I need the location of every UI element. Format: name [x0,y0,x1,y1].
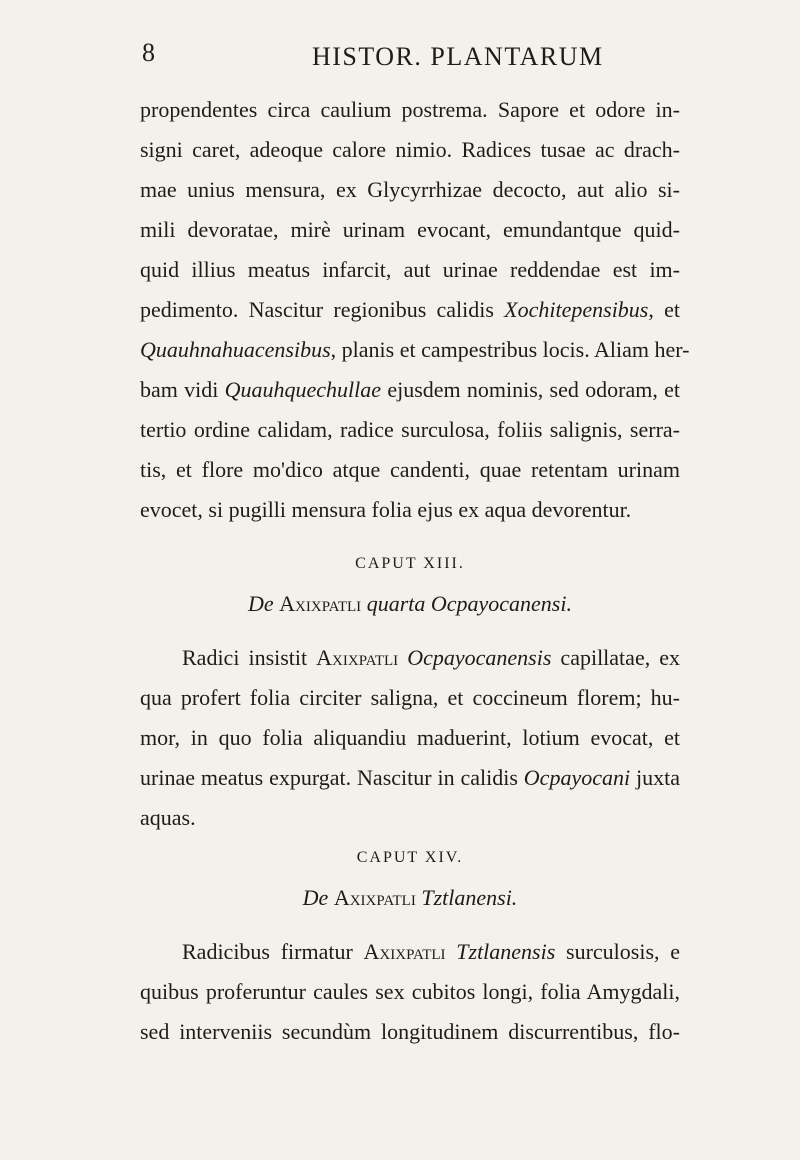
subtitle-de: De [302,885,334,910]
text-line [140,290,680,330]
paragraph-2 [140,638,680,838]
page-header [0,38,800,78]
text-line: aquas. [140,805,196,830]
text-run: bam vidi [140,377,225,402]
place-name: Ocpayocani [523,765,631,790]
text-run: , planis et campestribus locis. Aliam her- [330,337,690,362]
text-line [140,758,680,798]
text-run: ejusdem nominis, sed odoram, et [381,377,680,402]
text-line [140,330,690,370]
text-run: juxta [630,765,680,790]
body-text [140,90,690,1052]
text-line: quid illius meatus infarcit, aut urinae reddendae est im- [140,257,680,282]
chapter-subtitle-13 [140,584,680,624]
text-run: surculosis, e [555,939,681,964]
text-run: pedimento. Nascitur regionibus calidis [140,297,505,322]
chapter-heading-13: CAPUT XIII. [355,555,465,572]
chapter-subtitle-14 [140,878,680,918]
text-line: quibus proferuntur caules sex cubitos longi, folia Amygdali, [140,979,680,1004]
text-line: signi caret, adeoque calore nimio. Radices tusae ac drach- [140,137,680,162]
plant-name: Axixpatli [316,645,399,670]
plant-name: Axixpatli [333,885,416,910]
text-line: mor, in quo folia aliquandiu maduerint, lotium evocat, et [140,725,680,750]
text-run: urinae meatus expurgat. Nascitur in calidis [140,765,524,790]
text-line [140,932,680,972]
page-number: 8 [142,38,155,67]
text-run: Radici insistit [182,645,317,670]
text-line: sed interveniis secundùm longitudinem discurrentibus, flo- [140,1019,680,1044]
text-line [140,638,680,678]
subtitle-rest: quarta Ocpayocanensi. [361,591,572,616]
subtitle-de: De [248,591,280,616]
plant-name: Axixpatli [363,939,446,964]
text-line: mili devoratae, mirè urinam evocant, emundantque quid- [140,217,680,242]
plant-name: Axixpatli [279,591,362,616]
text-line: tertio ordine calidam, radice surculosa, foliis salignis, serra- [140,417,680,442]
text-line [140,370,680,410]
text-run: Radicibus firmatur [182,939,364,964]
text-line: qua profert folia circiter saligna, et coccineum florem; hu- [140,685,680,710]
text-line: propendentes circa caulium postrema. Sapore et odore in- [140,97,680,122]
text-run: , et [648,297,680,322]
running-title: HISTOR. PLANTARUM [312,42,604,71]
place-name: Ocpayocanensis [407,645,552,670]
place-name: Quauhnahuacensibus [140,337,331,362]
place-name: Xochitepensibus [504,297,649,322]
text-line: mae unius mensura, ex Glycyrrhizae decocto, aut alio si- [140,177,680,202]
place-name: Tztlanensis [456,939,556,964]
paragraph-1 [140,90,690,530]
place-name: Quauhquechullae [224,377,382,402]
subtitle-rest: Tztlanensi. [415,885,518,910]
text-line: tis, et flore mo'dico atque candenti, quae retentam urinam [140,457,680,482]
paragraph-3 [140,932,680,1052]
text-run: capillatae, ex [551,645,680,670]
text-line: evocet, si pugilli mensura folia ejus ex aqua devorentur. [140,497,632,522]
chapter-heading-14: CAPUT XIV. [356,849,464,866]
